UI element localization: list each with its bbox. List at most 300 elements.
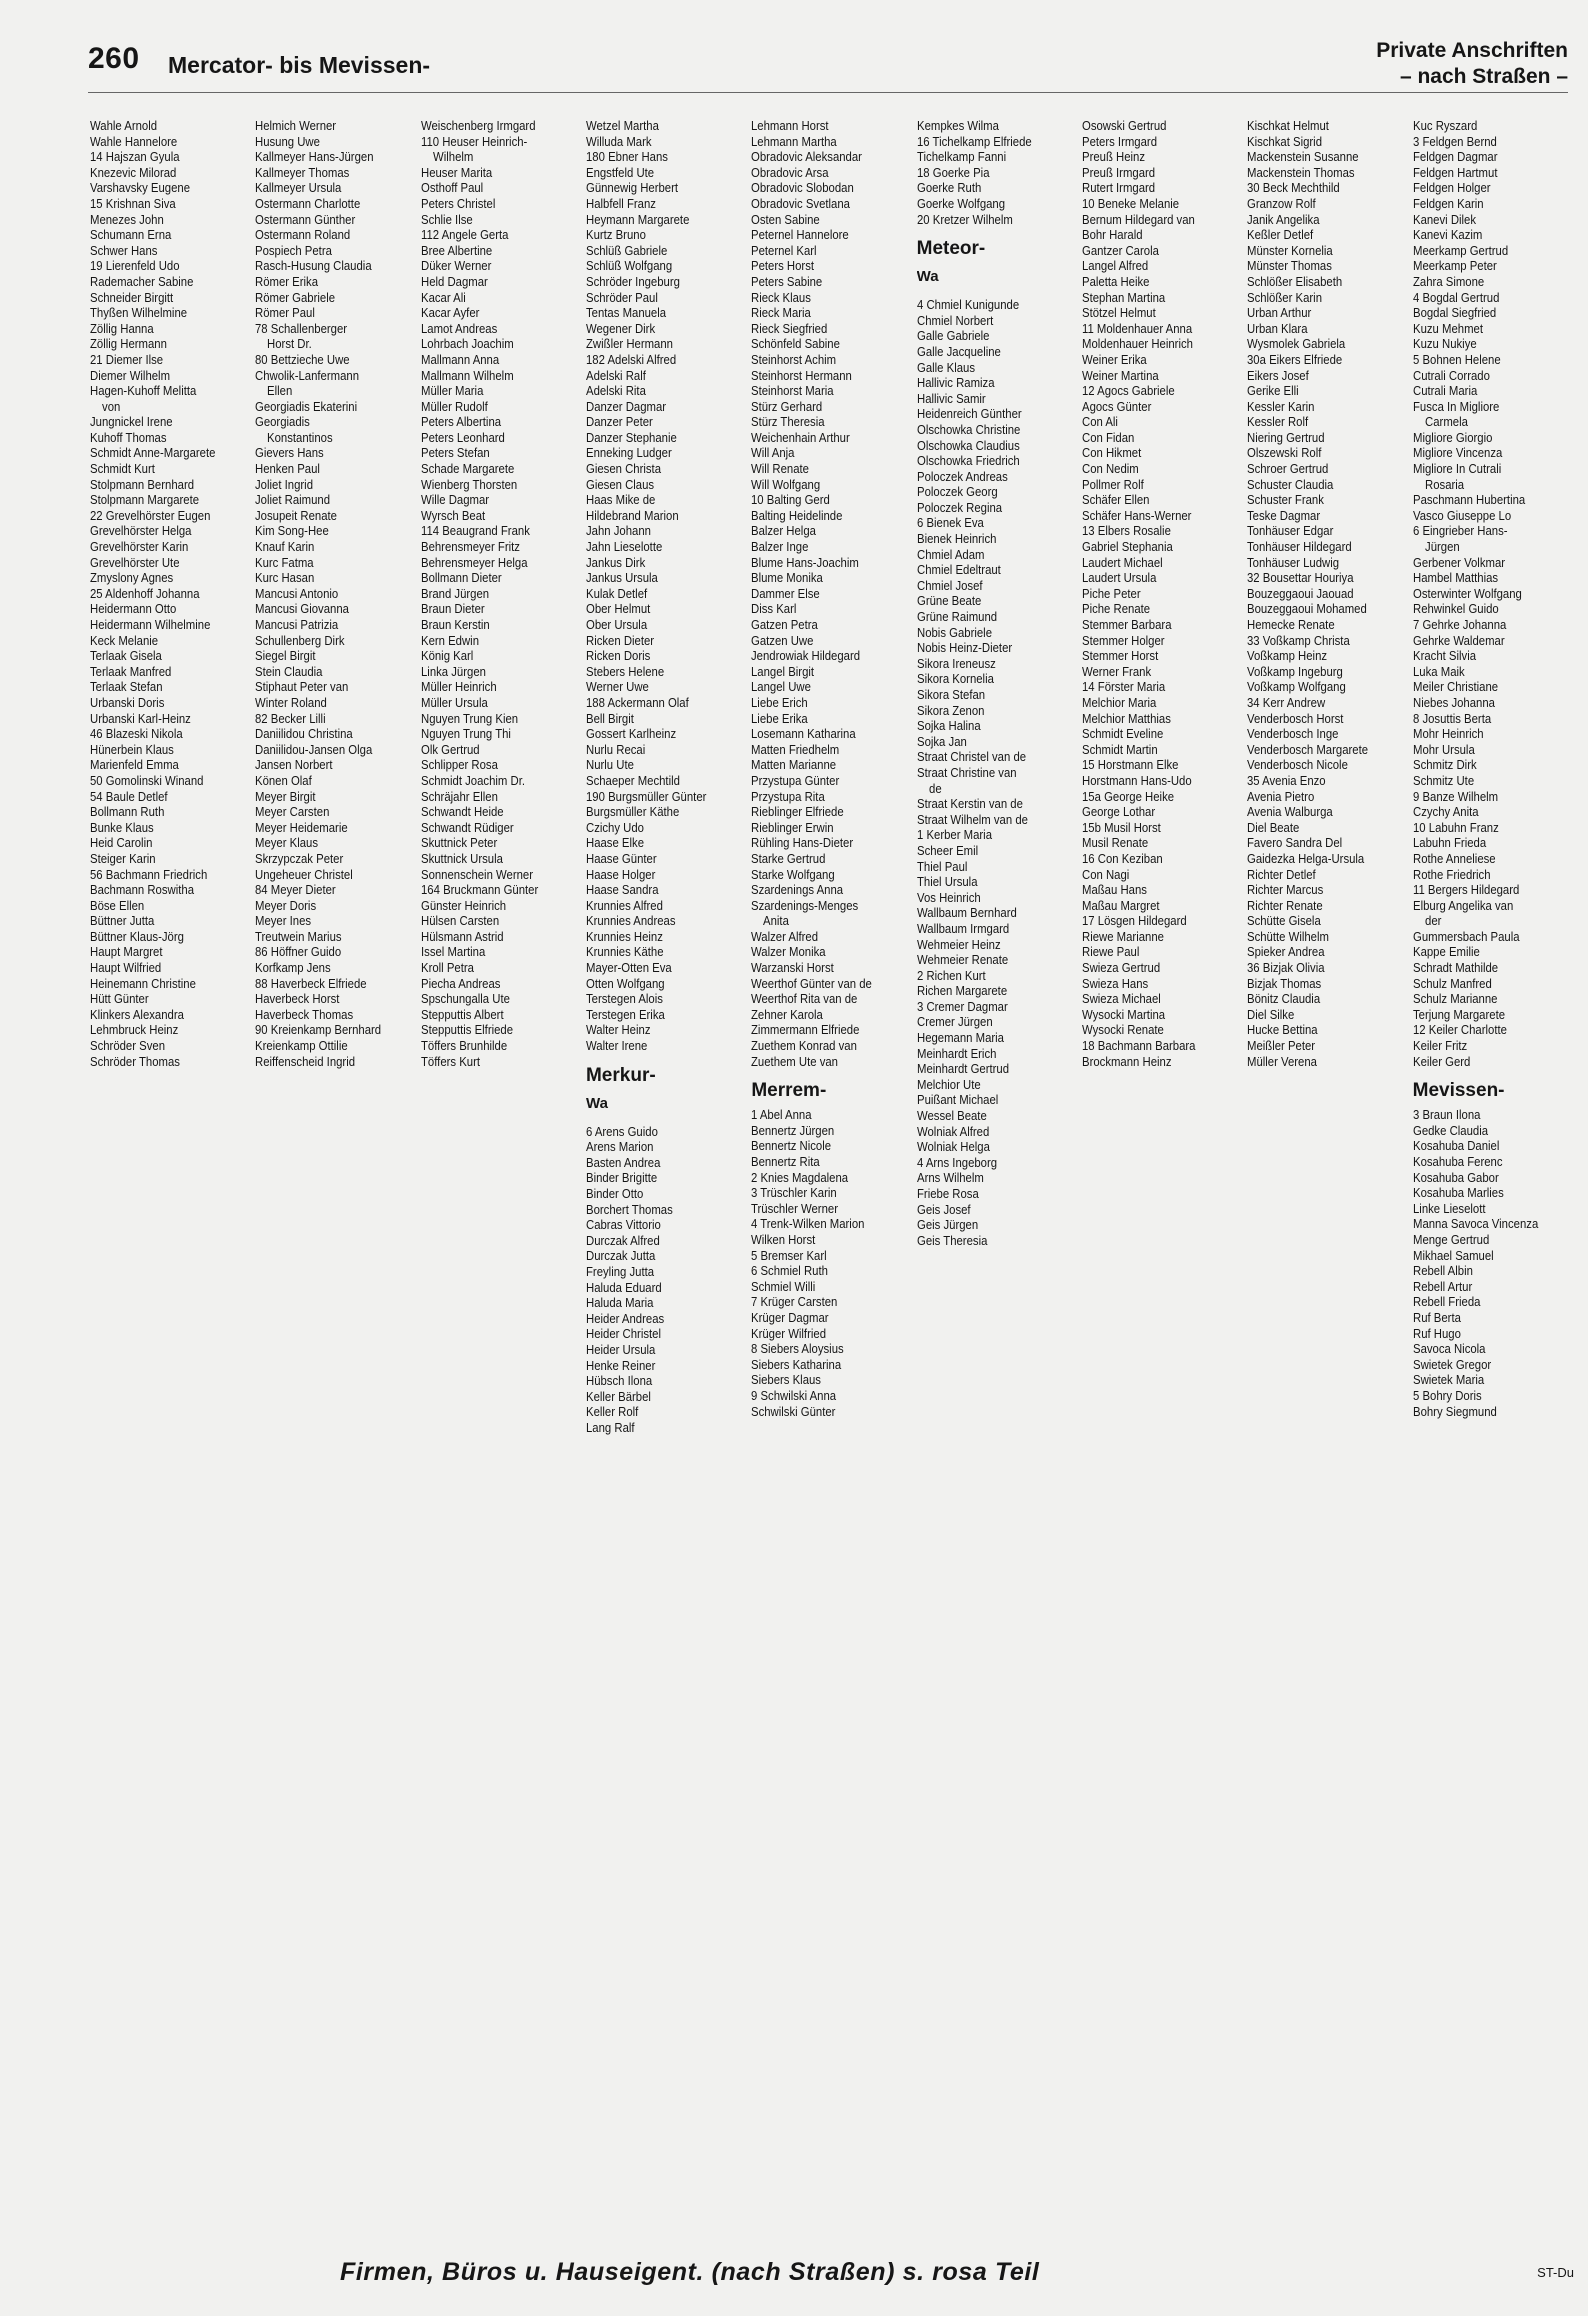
directory-entry: Goerke Ruth	[916, 180, 981, 196]
directory-entry: Zöllig Hermann	[90, 336, 167, 352]
directory-entry: Bennertz Nicole	[751, 1138, 832, 1154]
directory-entry: König Karl	[420, 648, 473, 664]
directory-entry: Teske Dagmar	[1247, 507, 1321, 523]
directory-entry: Geis Josef	[916, 1201, 971, 1217]
directory-entry: Sikora Stefan	[916, 687, 985, 702]
directory-entry: Lamot Andreas	[420, 320, 497, 336]
directory-entry: 5 Bohry Doris	[1412, 1387, 1482, 1403]
directory-entry: Bouzeggaoui Mohamed	[1247, 601, 1368, 617]
street-heading: Mevissen-	[1412, 1080, 1505, 1102]
directory-entry: Freyling Jutta	[585, 1263, 655, 1279]
directory-entry: Szardenings Anna	[751, 882, 844, 898]
directory-entry: Schröder Paul	[585, 289, 658, 305]
directory-entry: Steinhorst Hermann	[751, 367, 853, 383]
directory-entry: Obradovic Svetlana	[751, 195, 851, 211]
directory-entry: Anita	[763, 913, 790, 929]
directory-entry: 30a Eikers Elfriede	[1247, 351, 1343, 367]
directory-entry: Con Hikmet	[1081, 445, 1142, 461]
directory-entry: Römer Erika	[255, 273, 319, 289]
directory-entry: Dammer Else	[751, 585, 821, 601]
directory-entry: Keller Rolf	[585, 1404, 639, 1420]
directory-entry: Sojka Jan	[916, 733, 967, 749]
directory-entry: Piecha Andreas	[420, 975, 501, 991]
directory-entry: Urbanski Doris	[90, 694, 165, 710]
directory-entry: Adelski Ralf	[585, 367, 646, 383]
directory-entry: Haluda Eduard	[585, 1279, 662, 1295]
directory-entry: Niering Gertrud	[1247, 429, 1325, 445]
directory-entry: Düker Werner	[420, 258, 492, 274]
directory-entry: Kallmeyer Hans-Jürgen	[255, 149, 374, 165]
directory-entry: Hucke Bettina	[1247, 1022, 1318, 1038]
directory-entry: Venderbosch Horst	[1247, 710, 1344, 726]
directory-entry: Diel Silke	[1247, 1006, 1295, 1022]
directory-entry: Venderbosch Margarete	[1247, 741, 1369, 757]
directory-entry: Peternel Hannelore	[751, 227, 850, 243]
directory-entry: Tonhäuser Edgar	[1247, 523, 1334, 539]
directory-entry: Wessel Beate	[916, 1108, 987, 1124]
directory-entry: Stolpmann Margarete	[90, 492, 200, 508]
directory-entry: Nguyen Trung Kien	[420, 710, 518, 726]
directory-entry: Peters Christel	[420, 195, 496, 211]
directory-entry: Savoca Nicola	[1412, 1341, 1486, 1357]
directory-entry: Schaeper Mechtild	[585, 772, 680, 788]
directory-entry: Hegemann Maria	[916, 1030, 1004, 1046]
directory-entry: Ricken Dieter	[585, 632, 655, 648]
directory-entry: Schradt Mathilde	[1412, 960, 1498, 976]
directory-entry: Jahn Lieselotte	[585, 539, 663, 555]
directory-entry: Siegel Birgit	[255, 648, 316, 664]
directory-entry: Wehmeier Renate	[916, 952, 1008, 968]
directory-entry: Bienek Heinrich	[916, 531, 997, 547]
directory-entry: Steinhorst Achim	[751, 351, 837, 367]
directory-entry: 50 Gomolinski Winand	[90, 772, 204, 788]
directory-entry: Binder Brigitte	[585, 1170, 658, 1186]
directory-entry: Rebell Artur	[1412, 1278, 1472, 1294]
directory-entry: Voßkamp Heinz	[1247, 648, 1328, 664]
directory-entry: Granzow Rolf	[1247, 195, 1317, 211]
directory-entry: Feldgen Hartmut	[1412, 164, 1498, 180]
directory-entry: Behrensmeyer Helga	[420, 554, 528, 570]
directory-entry: Kanevi Dilek	[1412, 211, 1476, 227]
directory-entry: 86 Höffner Guido	[255, 944, 342, 960]
directory-entry: Sikora Kornelia	[916, 671, 994, 687]
directory-entry: Lehmann Martha	[751, 133, 838, 149]
directory-entry: Giesen Christa	[585, 461, 662, 477]
directory-entry: Steinhorst Maria	[751, 383, 834, 399]
directory-entry: Bollmann Dieter	[420, 570, 502, 586]
directory-entry: Diemer Wilhelm	[90, 367, 171, 383]
directory-entry: 6 Arens Guido	[585, 1123, 658, 1139]
directory-entry: Peters Leonhard	[420, 429, 505, 445]
directory-entry: Horst Dr.	[267, 336, 313, 352]
directory-entry: Schmidt Eveline	[1081, 726, 1164, 742]
directory-entry: Peters Horst	[751, 258, 815, 274]
directory-entry: Engstfeld Ute	[585, 164, 655, 180]
directory-entry: 14 Förster Maria	[1081, 679, 1166, 695]
directory-entry: Haverbeck Thomas	[255, 1006, 354, 1022]
street-district: Wa	[916, 268, 939, 286]
directory-entry: Olschowka Christine	[916, 421, 1021, 437]
directory-entry: Gabriel Stephania	[1081, 539, 1173, 555]
directory-entry: Haase Holger	[585, 866, 656, 882]
directory-entry: Durczak Alfred	[585, 1232, 660, 1248]
directory-entry: Schade Margarete	[420, 461, 514, 477]
directory-entry: Melchior Maria	[1081, 694, 1157, 710]
page-range-title: Mercator- bis Mevissen-	[168, 52, 431, 78]
directory-entry: Bennertz Jürgen	[751, 1122, 835, 1138]
directory-entry: Rothe Friedrich	[1412, 866, 1491, 882]
directory-entry: Piche Peter	[1081, 585, 1141, 601]
directory-entry: Arns Wilhelm	[916, 1170, 984, 1186]
directory-entry: 190 Burgsmüller Günter	[585, 788, 707, 804]
directory-entry: Wysocki Martina	[1081, 1006, 1166, 1022]
directory-entry: Geis Theresia	[916, 1232, 988, 1248]
directory-entry: Mohr Heinrich	[1412, 726, 1484, 742]
directory-entry: Grevelhörster Ute	[90, 554, 180, 570]
directory-entry: Krunnies Andreas	[585, 913, 676, 929]
directory-entry: Wyrsch Beat	[420, 507, 485, 523]
directory-entry: Grevelhörster Karin	[90, 539, 189, 555]
directory-entry: Rieck Klaus	[751, 289, 812, 305]
directory-entry: Schäfer Hans-Werner	[1081, 507, 1192, 523]
directory-entry: Geis Jürgen	[916, 1217, 978, 1233]
directory-entry: Thiel Paul	[916, 858, 968, 874]
directory-entry: 22 Grevelhörster Eugen	[90, 507, 211, 523]
directory-entry: Keiler Gerd	[1412, 1053, 1470, 1069]
directory-entry: Bouzeggaoui Jaouad	[1247, 585, 1354, 601]
directory-entry: Wallbaum Bernhard	[916, 905, 1017, 921]
directory-entry: Mohr Ursula	[1412, 741, 1475, 757]
directory-entry: 4 Bogdal Gertrud	[1412, 289, 1500, 305]
directory-entry: Terstegen Erika	[585, 1006, 665, 1022]
directory-entry: Josupeit Renate	[255, 507, 338, 523]
directory-entry: Münster Thomas	[1247, 258, 1333, 274]
directory-entry: Tonhäuser Hildegard	[1247, 539, 1352, 555]
directory-entry: Schütte Gisela	[1247, 913, 1322, 929]
directory-entry: Cremer Jürgen	[916, 1014, 993, 1030]
directory-entry: Jankus Ursula	[585, 570, 658, 586]
directory-entry: 8 Siebers Aloysius	[751, 1341, 844, 1357]
directory-entry: Richen Margarete	[916, 983, 1007, 999]
directory-entry: Manna Savoca Vincenza	[1412, 1216, 1538, 1232]
directory-entry: Krüger Dagmar	[751, 1309, 829, 1325]
directory-entry: Wilhelm	[432, 149, 474, 165]
directory-entry: Münster Kornelia	[1247, 242, 1334, 258]
footer-note: Firmen, Büros u. Hauseigent. (nach Straßen) s. rosa Teil	[340, 2258, 1040, 2286]
directory-entry: Peters Irmgard	[1081, 133, 1157, 149]
directory-entry: Günnewig Herbert	[585, 180, 679, 196]
directory-entry: Lehmann Horst	[751, 118, 829, 133]
directory-entry: Hübsch Ilona	[585, 1373, 653, 1389]
directory-entry: Siebers Klaus	[751, 1372, 822, 1388]
directory-entry: Kallmeyer Thomas	[255, 164, 350, 180]
directory-entry: Przystupa Rita	[751, 788, 826, 804]
directory-entry: Heider Ursula	[585, 1341, 656, 1357]
directory-entry: Kurc Hasan	[255, 570, 315, 586]
directory-entry: Gievers Hans	[255, 445, 325, 461]
directory-entry: Kessler Rolf	[1247, 414, 1309, 430]
directory-entry: Wegener Dirk	[585, 320, 656, 336]
directory-entry: Labuhn Frieda	[1412, 835, 1486, 851]
directory-entry: Schmitz Dirk	[1412, 757, 1477, 773]
directory-entry: Lohrbach Joachim	[420, 336, 514, 352]
directory-entry: Danzer Peter	[585, 414, 653, 430]
directory-entry: Marienfeld Emma	[90, 757, 179, 773]
directory-entry: Gatzen Uwe	[751, 632, 814, 648]
directory-entry: Scheer Emil	[916, 842, 978, 858]
directory-entry: Schlößer Elisabeth	[1247, 273, 1343, 289]
directory-entry: Gedke Claudia	[1412, 1122, 1488, 1138]
directory-entry: Spschungalla Ute	[420, 991, 510, 1007]
directory-entry: 4 Chmiel Kunigunde	[916, 297, 1019, 313]
directory-entry: Kuzu Mehmet	[1412, 320, 1483, 336]
directory-entry: 90 Kreienkamp Bernhard	[255, 1022, 382, 1038]
directory-entry: Elburg Angelika van	[1412, 897, 1513, 913]
directory-entry: Walter Irene	[585, 1038, 648, 1054]
directory-entry: 18 Bachmann Barbara	[1081, 1038, 1196, 1054]
page-number: 260	[88, 42, 140, 75]
directory-entry: Stebers Helene	[585, 663, 665, 679]
directory-entry: Heidermann Wilhelmine	[90, 617, 211, 632]
directory-entry: Blume Monika	[751, 570, 824, 586]
directory-entry: Sikora Ireneusz	[916, 655, 996, 671]
directory-entry: Rühling Hans-Dieter	[751, 835, 854, 851]
directory-entry: Olszewski Rolf	[1247, 445, 1322, 461]
directory-entry: Pospiech Petra	[255, 242, 333, 258]
directory-entry: Varshavsky Eugene	[90, 180, 191, 196]
directory-entry: Kacar Ayfer	[420, 305, 480, 321]
directory-entry: Will Renate	[751, 461, 810, 477]
directory-entry: Gerbener Volkmar	[1412, 554, 1505, 570]
directory-entry: Venderbosch Nicole	[1247, 757, 1349, 773]
directory-entry: Kischkat Sigrid	[1247, 133, 1323, 149]
directory-entry: Swieza Michael	[1081, 991, 1161, 1007]
directory-entry: Meyer Doris	[255, 897, 317, 913]
directory-entry: 14 Hajszan Gyula	[90, 149, 180, 165]
directory-entry: Joliet Raimund	[255, 492, 331, 508]
directory-entry: 2 Knies Magdalena	[751, 1169, 849, 1185]
directory-entry: Zahra Simone	[1412, 273, 1484, 289]
directory-entry: Obradovic Slobodan	[751, 180, 855, 196]
directory-entry: 46 Blazeski Nikola	[90, 726, 183, 742]
directory-entry: Zöllig Hanna	[90, 320, 154, 336]
directory-entry: Richter Renate	[1247, 897, 1323, 913]
directory-entry: Schröder Ingeburg	[585, 273, 680, 289]
directory-entry: Schuster Claudia	[1247, 476, 1334, 492]
directory-entry: 30 Beck Mechthild	[1247, 180, 1340, 196]
directory-entry: Haupt Wilfried	[90, 960, 162, 976]
directory-entry: Müller Ursula	[420, 694, 488, 710]
directory-entry: Wysocki Renate	[1081, 1022, 1164, 1038]
directory-entry: Wallbaum Irmgard	[916, 920, 1009, 936]
directory-entry: Peters Albertina	[420, 414, 501, 430]
directory-entry: Arens Marion	[585, 1139, 654, 1155]
directory-entry: Osthoff Paul	[420, 180, 483, 196]
directory-entry: Grüne Beate	[916, 593, 981, 609]
directory-entry: Ostermann Charlotte	[255, 195, 361, 211]
directory-entry: 3 Braun Ilona	[1412, 1107, 1481, 1123]
directory-entry: Rieblinger Erwin	[751, 819, 834, 835]
directory-entry: Knezevic Milorad	[90, 164, 177, 180]
directory-entry: Pollmer Rolf	[1081, 476, 1144, 492]
directory-entry: Swietek Maria	[1412, 1372, 1484, 1388]
directory-entry: Stemmer Holger	[1081, 632, 1165, 648]
directory-entry: Peters Stefan	[420, 445, 490, 461]
directory-entry: Melchior Matthias	[1081, 710, 1171, 726]
directory-entry: Werner Uwe	[585, 679, 649, 695]
directory-entry: Zuethem Konrad van	[751, 1038, 858, 1054]
directory-entry: Liebe Erika	[751, 710, 809, 726]
directory-entry: Olk Gertrud	[420, 741, 480, 757]
directory-entry: Osten Sabine	[751, 211, 821, 227]
directory-entry: 9 Schwilski Anna	[751, 1387, 837, 1403]
directory-entry: Meyer Birgit	[255, 788, 316, 804]
directory-entry: Horstmann Hans-Udo	[1081, 772, 1192, 788]
directory-entry: Meyer Ines	[255, 913, 312, 929]
directory-entry: Nobis Heinz-Dieter	[916, 640, 1012, 656]
directory-entry: Sojka Halina	[916, 718, 981, 734]
directory-entry: Kessler Karin	[1247, 398, 1315, 414]
directory-entry: Kuzu Nukiye	[1412, 336, 1477, 352]
directory-entry: Rothe Anneliese	[1412, 850, 1496, 866]
directory-entry: Korfkamp Jens	[255, 960, 331, 976]
directory-entry: Galle Gabriele	[916, 328, 990, 344]
directory-entry: Müller Heinrich	[420, 679, 497, 695]
directory-entry: Hülsmann Astrid	[420, 928, 504, 944]
directory-entry: Galle Jacqueline	[916, 343, 1001, 359]
directory-entry: Weischenberg Irmgard	[420, 118, 536, 133]
directory-entry: Stephan Martina	[1081, 289, 1166, 305]
directory-entry: Kreienkamp Ottilie	[255, 1038, 348, 1054]
directory-entry: Schmidt Joachim Dr.	[420, 772, 525, 788]
directory-entry: Georgiadis	[255, 414, 311, 430]
directory-entry: Weiner Martina	[1081, 367, 1159, 383]
directory-entry: Durczak Jutta	[585, 1248, 656, 1264]
directory-entry: Zimmermann Elfriede	[751, 1022, 860, 1038]
directory-entry: Issel Martina	[420, 944, 485, 960]
directory-entry: Könen Olaf	[255, 772, 313, 788]
directory-column	[917, 118, 1074, 2233]
directory-entry: Danzer Dagmar	[585, 398, 667, 414]
directory-entry: Stiphaut Peter van	[255, 679, 349, 695]
directory-entry: Riewe Marianne	[1081, 928, 1164, 944]
directory-entry: Kacar Ali	[420, 289, 466, 305]
directory-entry: Kim Song-Hee	[255, 523, 330, 539]
directory-entry: Ungeheuer Christel	[255, 866, 354, 882]
directory-entry: Haase Sandra	[585, 882, 659, 898]
directory-entry: Mallmann Wilhelm	[420, 367, 514, 383]
directory-entry: Piche Renate	[1081, 601, 1151, 617]
directory-entry: Ricken Doris	[585, 648, 651, 664]
directory-entry: Rieblinger Elfriede	[751, 804, 844, 820]
directory-entry: Heymann Margarete	[585, 211, 690, 227]
directory-entry: 11 Moldenhauer Anna	[1081, 320, 1193, 336]
directory-entry: Obradovic Aleksandar	[751, 149, 863, 165]
directory-entry: Henken Paul	[255, 461, 321, 477]
directory-entry: Sonnenschein Werner	[420, 866, 533, 882]
directory-entry: Goerke Wolfgang	[916, 195, 1005, 211]
directory-entry: Bell Birgit	[585, 710, 634, 726]
directory-columns	[90, 118, 1570, 2233]
directory-entry: Daniilidou-Jansen Olga	[255, 741, 373, 757]
directory-entry: 4 Arns Ingeborg	[916, 1154, 997, 1170]
directory-entry: Laudert Michael	[1081, 554, 1163, 570]
directory-entry: 3 Cremer Dagmar	[916, 998, 1008, 1014]
directory-entry: Wille Dagmar	[420, 492, 489, 508]
directory-entry: 35 Avenia Enzo	[1247, 772, 1326, 788]
directory-entry: Schroer Gertrud	[1247, 461, 1329, 477]
directory-entry: Losemann Katharina	[751, 726, 856, 742]
directory-entry: Halbfell Franz	[585, 195, 656, 211]
directory-entry: Feldgen Holger	[1412, 180, 1491, 196]
directory-entry: 3 Trüschler Karin	[751, 1185, 838, 1201]
directory-entry: Wilken Horst	[751, 1231, 816, 1247]
street-heading: Meteor-	[916, 238, 986, 260]
directory-entry: Kuc Ryszard	[1412, 118, 1477, 133]
directory-entry: Chwolik-Lanfermann	[255, 367, 360, 383]
directory-entry: Haas Mike de	[585, 492, 656, 508]
directory-entry: Thiel Ursula	[916, 874, 978, 890]
directory-entry: Kosahuba Ferenc	[1412, 1154, 1503, 1169]
directory-entry: Kroll Petra	[420, 960, 474, 976]
directory-entry: Rieck Maria	[751, 305, 812, 321]
directory-entry: 11 Bergers Hildegard	[1412, 882, 1519, 898]
directory-entry: Zehner Karola	[751, 1006, 824, 1022]
directory-entry: Liebe Erich	[751, 694, 809, 710]
directory-entry: Poloczek Georg	[916, 484, 998, 500]
directory-entry: Husung Uwe	[255, 133, 321, 149]
directory-entry: Schullenberg Dirk	[255, 632, 345, 648]
directory-entry: Wetzel Martha	[585, 118, 659, 133]
directory-entry: Keller Bärbel	[585, 1388, 651, 1404]
directory-entry: Sikora Zenon	[916, 702, 985, 718]
directory-entry: Hünerbein Klaus	[90, 741, 174, 757]
directory-entry: Rademacher Sabine	[90, 273, 194, 289]
directory-entry: Tentas Manuela	[585, 305, 667, 321]
directory-entry: Müller Rudolf	[420, 398, 488, 414]
directory-entry: Stepputtis Elfriede	[420, 1022, 513, 1038]
directory-entry: Nguyen Trung Thi	[420, 726, 511, 742]
directory-entry: Hülsen Carsten	[420, 913, 499, 929]
directory-entry: Held Dagmar	[420, 273, 488, 289]
directory-entry: Ruf Hugo	[1412, 1325, 1461, 1341]
directory-entry: Gerike Elli	[1247, 383, 1299, 399]
directory-entry: Bachmann Roswitha	[90, 882, 195, 898]
directory-entry: Moldenhauer Heinrich	[1081, 336, 1193, 352]
directory-entry: 182 Adelski Alfred	[585, 351, 677, 367]
directory-entry: Bennertz Rita	[751, 1154, 821, 1169]
directory-entry: 180 Ebner Hans	[585, 149, 668, 165]
directory-entry: Langel Uwe	[751, 679, 812, 695]
directory-entry: Tonhäuser Ludwig	[1247, 554, 1340, 570]
directory-entry: Schumann Erna	[90, 227, 172, 243]
header-divider	[88, 92, 1568, 93]
directory-entry: Meißler Peter	[1247, 1038, 1316, 1054]
directory-entry: Gantzer Carola	[1081, 242, 1159, 258]
footer-code: ST-Du	[1537, 2265, 1574, 2280]
directory-entry: Osowski Gertrud	[1081, 118, 1167, 133]
directory-entry: Wehmeier Heinz	[916, 936, 1001, 952]
directory-entry: 34 Kerr Andrew	[1247, 694, 1326, 710]
directory-entry: Mikhael Samuel	[1412, 1247, 1494, 1263]
directory-entry: George Lothar	[1081, 804, 1156, 820]
directory-entry: 54 Baule Detlef	[90, 788, 168, 804]
directory-entry: Cutrali Corrado	[1412, 367, 1490, 383]
directory-entry: Jankus Dirk	[585, 554, 646, 570]
directory-entry: Weichenhain Arthur	[751, 429, 851, 445]
directory-entry: Janik Angelika	[1247, 211, 1320, 227]
directory-entry: Feldgen Dagmar	[1412, 149, 1498, 165]
